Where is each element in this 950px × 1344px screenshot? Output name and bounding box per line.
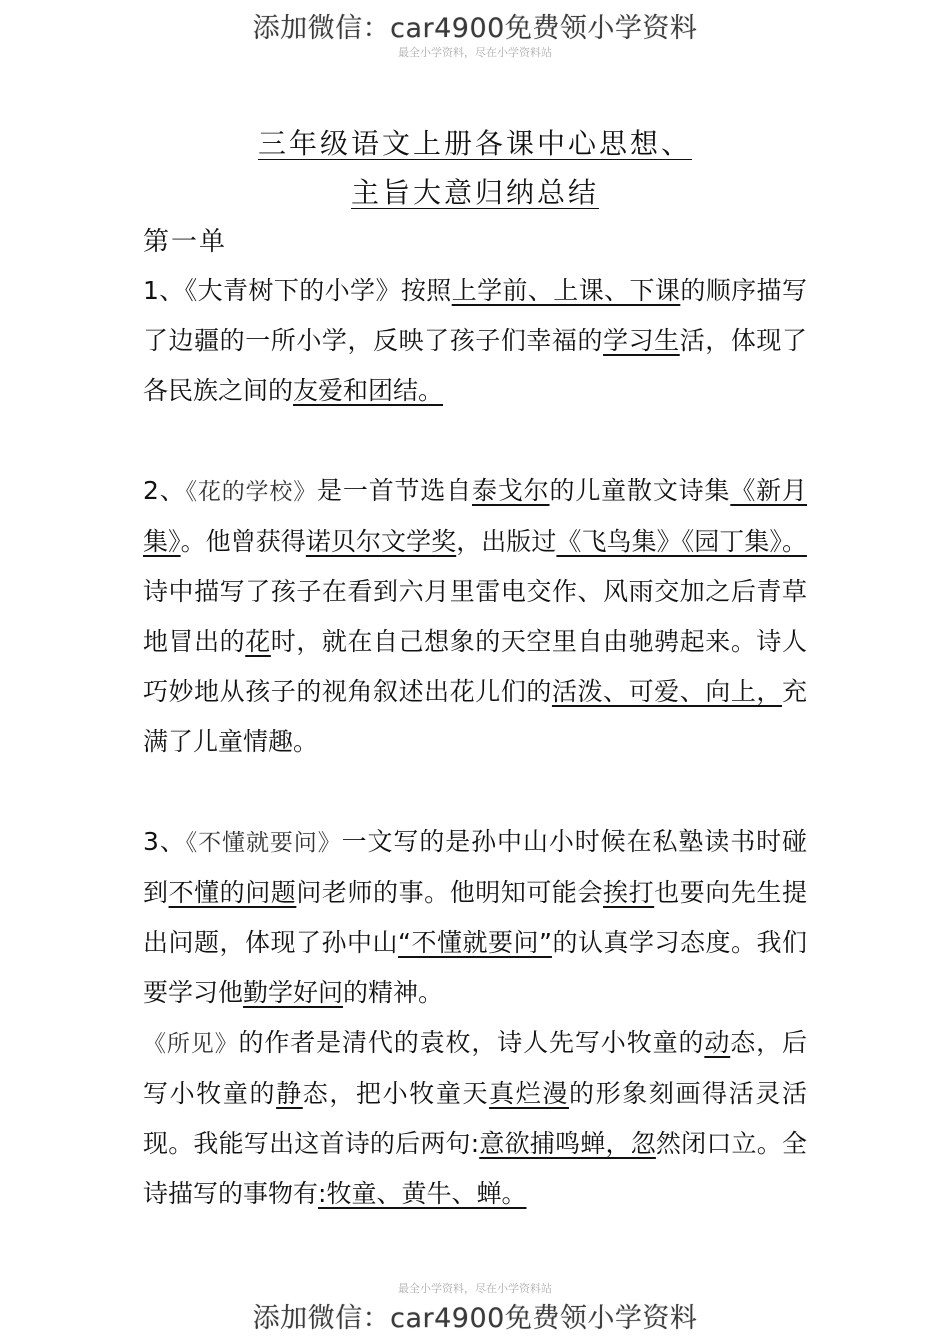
underlined-text: 友爱和团结。: [293, 376, 444, 405]
body-text: 的顺序描写了边疆的一所小学，反映了孩子们幸福的: [143, 276, 807, 355]
underlined-text: 挨打: [603, 878, 655, 907]
underlined-text: 《新月集》: [143, 476, 807, 556]
underlined-text: :牧童、黄牛、蝉。: [318, 1179, 527, 1208]
body-text: 2、: [143, 476, 186, 505]
body-text: 的精神。: [343, 978, 444, 1007]
body-text: 的作者是清代的袁枚，诗人先写小牧童的: [238, 1028, 705, 1057]
underlined-text: 意欲捕鸣蝉，忽: [479, 1129, 656, 1158]
body-text: 的形象刻画得活灵活现。我能写出这首诗的后两句:: [143, 1079, 807, 1158]
underlined-text: 诺贝尔文学奖: [305, 527, 457, 556]
body-text: 一文写的是孙中山小时候在私塾读书时碰到: [143, 827, 808, 907]
body-text: 3、: [143, 827, 186, 856]
document-title-line1: 三年级语文上册各课中心思想、: [257, 127, 692, 160]
underlined-text: 上学前、上课、下课: [451, 276, 681, 305]
body-text: 然闭口立。全诗描写的事物有: [143, 1129, 807, 1208]
body-text: 的认真学习态度。我们要学习他: [143, 928, 807, 1007]
underlined-text: “不懂就要问”: [398, 928, 552, 957]
underlined-text: 活泼、可爱、向上，: [551, 677, 782, 706]
body-text: 问老师的事。他明知可能会: [296, 878, 604, 907]
body-text: 是一首节选自: [317, 476, 473, 505]
body-text: 态，把小牧童天: [302, 1079, 490, 1108]
paragraph: [143, 817, 807, 1018]
underlined-text: 真烂漫: [489, 1079, 569, 1108]
faint-header-text: 最全小学资料，尽在小学资料站: [398, 46, 552, 59]
body-text: 活，体现了各民族之间的: [143, 326, 807, 405]
promo-banner-bottom: 添加微信：car4900免费领小学资料: [252, 1303, 698, 1334]
body-text: 诗中描写了孩子在看到六月里雷电交作、风雨交加之后青草地冒出的: [143, 577, 807, 656]
paragraph: [143, 1018, 807, 1219]
underlined-text: 动: [704, 1028, 731, 1057]
body-text: 。他曾获得: [180, 527, 306, 556]
book-title-text: 《不懂就要问》: [185, 830, 342, 856]
body-text: 时，就在自己想象的天空里自由驰骋起来。诗人巧妙地从孩子的视角叙述出花儿们的: [143, 627, 807, 706]
body-text: 充满了儿童情趣。: [143, 677, 807, 756]
underlined-text: 静: [276, 1079, 303, 1108]
underlined-text: 学习生: [603, 326, 680, 355]
promo-banner-top: 添加微信：car4900免费领小学资料: [252, 13, 698, 44]
unit-heading: 第一单: [143, 227, 228, 257]
underlined-text: 不懂的问题: [168, 878, 297, 907]
underlined-text: 泰戈尔: [472, 476, 550, 505]
paragraph: [143, 466, 807, 767]
body-text: ，出版过: [456, 527, 557, 556]
body-text: 1、《大青树下的小学》按照: [143, 276, 452, 305]
underlined-text: 《飞鸟集》《园丁集》。: [556, 527, 807, 556]
underlined-text: 勤学好问: [243, 978, 344, 1007]
document-body: [143, 266, 807, 1219]
body-text: 的儿童散文诗集: [549, 476, 731, 505]
body-text: 也要向先生提出问题，体现了孙中山: [143, 878, 807, 957]
book-title-text: 《所见》: [143, 1031, 239, 1057]
document-title-line2: 主旨大意归纳总结: [350, 176, 599, 209]
faint-footer-text: 最全小学资料，尽在小学资料站: [398, 1282, 552, 1295]
underlined-text: 花: [245, 627, 271, 656]
paragraph: [143, 266, 807, 416]
book-title-text: 《花的学校》: [185, 479, 318, 505]
body-text: 态，后写小牧童的: [143, 1028, 807, 1108]
